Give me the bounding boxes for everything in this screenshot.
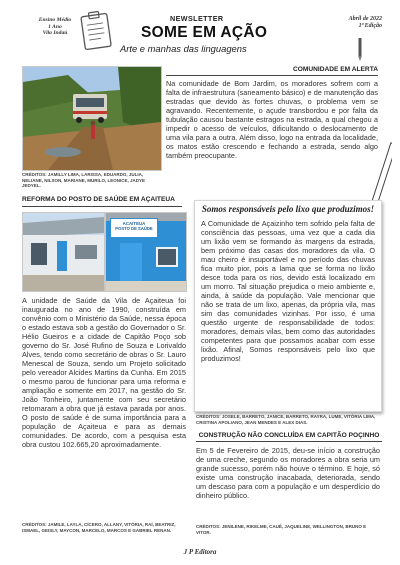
article3-card [194, 200, 382, 412]
article1-credits: CRÉDITOS: JAMILLY LIMA, LARISSA, EDUARDO, JULIA, NELIANE, NILSON, MARIANE, MURILO, LEONICE, JADYE JEDYEL. [22, 172, 146, 189]
article1-headline-text: COMUNIDADE EM ALERTA [293, 66, 378, 73]
article2-headline: REFORMA DO POSTO DE SAÚDE EM AÇAITEUA [22, 196, 175, 203]
article3-headline: Somos responsáveis pelo lixo que produzimos! [201, 204, 375, 214]
school-line-3: Vila Indaú [42, 30, 68, 37]
school-info [22, 17, 88, 37]
page-subtitle: Arte e manhas das linguagens [120, 43, 247, 54]
article4-body: Em 5 de Fevereiro de 2015, deu-se início a construção de uma creche, segundo os moradores a obra seria um grande sucesso, porém não houve o término. E hoje, só existe uma construção inacabada, deteriorada, sendo um descaso para com a população e um desperdício do dinheiro público. [196, 446, 380, 500]
clinic-sign [110, 218, 158, 238]
article2-credits: CRÉDITOS: JAMILE, LAYLA, CÍCERO, ALLANY, VITÓRIA, RAÍ, BEATRIZ, ISMAEL, GEISLY, MAYCON, MARCELO, MARCOS E GABRIEL RENAN. [22, 522, 176, 533]
issue-info [322, 16, 382, 30]
article3-credits: CRÉDITOS: JOSELE, BARRETO, JANICE, BARRETO, RAYRA, LUME, VITÓRIA LIMA, CRISTINA APOLIANO, JEAN MENDES E ALEX DIAS. [196, 414, 376, 425]
clinic-photo-left [22, 212, 105, 292]
footer-publisher: J P Editora [183, 548, 217, 556]
article3-body: A Comunidade de Açaizinho tem sofrido pela falta de consciência das pessoas, uma vez que a cada dia um lixão vem se formando às margens da estrada, bem próximo das casas dos moradores da vila. O mau cheiro é insuportável e no período das chuvas fica muito pior, pois a lama que se forma no lixão desce toda para os rios, devido está localizado em um morro. Tal situação prejudica o meio ambiente e, ainda, à saúde da população. Vale mencionar que não se trata de um lixo, apenas, da própria vila, mas sim das comunidades vizinhas. Por isso, é uma questão urgente de responsabilidade de todos: moradores, demais vilas, bem como das autoridades competentes para que possamos acabar com esse lixão. Afinal, Somos responsáveis pelo lixo que produzimos! [201, 218, 375, 363]
clinic-sign-top: ACAITEUA [122, 221, 146, 226]
road-photo [22, 66, 162, 171]
article4-headline: CONSTRUÇÃO NÃO CONCLUÍDA EM CAPITÃO POÇINHO [198, 432, 380, 439]
clinic-sign-body: POSTO DE SAÚDE [115, 226, 153, 231]
article2-divider [22, 206, 182, 207]
article1-divider [166, 75, 378, 76]
article2-body: A unidade de Saúde da Vila de Açaiteua foi inaugurada no ano de 1990, construída em convênio com o Ministério da Saúde, nessa época o estado estava sob a gestão do Governador o Sr. Hélio Gueiros e a cidade de Capitão Poço sob governo do Sr. José Rufino de Souza e Lorivaldo Alves, tendo como secretário de obras o Sr. Lauro Menescal de Souza, sendo um Projeto solicitado pelo vereador Alcides Martins da Cunha. Em 2015 o mesmo parou de funcionar para uma reforma e ampliação e somente em 2017, na gestão do Sr. João Tonheiro, juntamente com seu secretário retomaram a obra que já estava parada por anos. O posto de saúde é de suma importância para a população de Açaiteua e para as demais comunidades. De acordo, com a pesquisa esta obra custou 102.665,20 aproximadamente. [22, 296, 186, 449]
school-line-2: 1 Ano [48, 23, 62, 30]
article1-body: Na comunidade de Bom Jardim, os moradores sofrem com a falta de infraestrutura (saneamento básico) e de manutenção das estradas que devido às fortes chuvas, o problema vem se agravando. Recentemente, o açude transbordou e por falta da tubulação causou bastante estragos na estrada, a qual chegou a impedir o acesso de veículos, dificultando o deslocamento de uma vila para a outra. Além disso, logo na entrada da localidade, os matos estão crescendo e fechando a estrada, sendo algo também preocupante. [166, 79, 378, 160]
article1-headline [166, 66, 378, 73]
article4-credits: CRÉDITOS: JENILENE, RIKELME, CAUÊ, JAQUELINE, WELLINGTON, BRUNO E VITOR. [196, 524, 367, 535]
clipboard-icon [80, 10, 114, 52]
issue-date: Abril de 2022 [348, 16, 382, 22]
newsletter-label: NEWSLETTER [170, 14, 224, 23]
school-line-1: Ensino Médio [38, 17, 72, 23]
pencil-icon [356, 38, 364, 62]
article4-divider [196, 441, 382, 442]
issue-edition: 1ª Edição [358, 23, 382, 29]
page-title: SOME EM AÇÃO [141, 24, 268, 41]
